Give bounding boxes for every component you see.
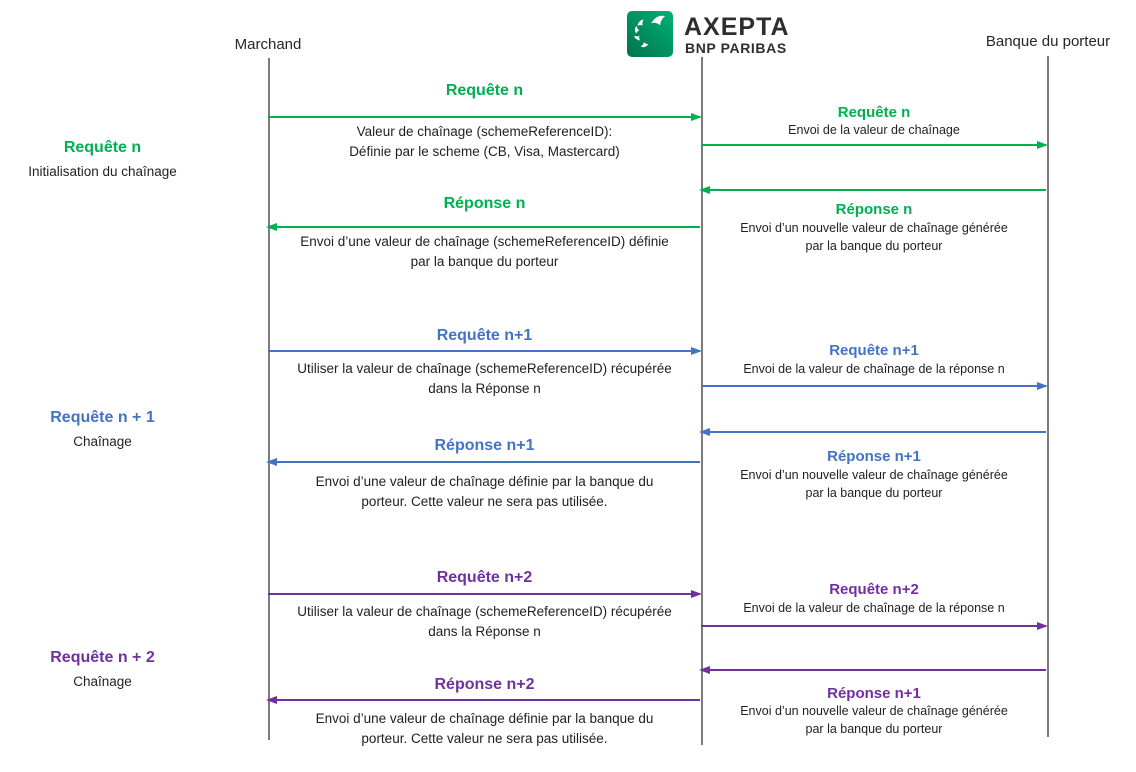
message-desc-requete-n1-right (702, 361, 1046, 379)
arrow-requete-n-axepta-to-banque (701, 144, 1046, 146)
arrow-requete-n2-marchand-to-axepta (268, 593, 700, 595)
desc-line: dans la Réponse n (428, 623, 541, 639)
lifeline-banque-du-porteur (1047, 56, 1049, 737)
logo-subbrand-text: BNP PARIBAS (685, 40, 787, 56)
message-desc-reponse-n1-right (702, 467, 1046, 502)
message-title-reponse-n1-left: Réponse n+1 (434, 437, 535, 454)
desc-line: Envoi d’une valeur de chaînage définie par la banque du (315, 711, 654, 726)
bnp-paribas-birds-icon (627, 11, 673, 57)
arrow-requete-n1-marchand-to-axepta (268, 350, 700, 352)
row-label-requete-n2 (0, 648, 205, 691)
desc-line: porteur. Cette valeur ne sera pas utilisée. (361, 730, 608, 746)
row-label-title: Requête n + 2 (50, 649, 155, 666)
message-desc-requete-n-left (269, 122, 700, 161)
message-title-reponse-n-left: Réponse n (443, 195, 526, 212)
message-desc-requete-n2-left (269, 602, 700, 641)
arrow-requete-n-marchand-to-axepta (268, 116, 700, 118)
message-title-reponse-n2-right: Réponse n+1 (827, 685, 921, 702)
desc-line: Définie par le scheme (CB, Visa, Mastercard) (349, 143, 620, 159)
message-title-reponse-n1-right: Réponse n+1 (827, 448, 921, 465)
message-title-requete-n2-right: Requête n+2 (829, 581, 919, 598)
row-label-requete-n1 (0, 408, 205, 451)
message-desc-reponse-n2-left (269, 709, 700, 748)
desc-line: Envoi d’un nouvelle valeur de chaînage générée (740, 468, 1008, 482)
desc-line: Envoi de la valeur de chaînage de la réponse n (743, 362, 1005, 376)
desc-line: par la banque du porteur (805, 721, 943, 736)
arrow-reponse-n2-axepta-to-marchand (268, 699, 700, 701)
desc-line: Valeur de chaînage (schemeReferenceID): (356, 124, 613, 139)
desc-line: Envoi de la valeur de chaînage de la réponse n (743, 601, 1005, 615)
desc-line: Utiliser la valeur de chaînage (schemeReferenceID) récupérée (297, 361, 672, 376)
message-title-requete-n-right: Requête n (837, 104, 911, 121)
logo-brand-text: AXEPTA (684, 13, 790, 41)
arrow-reponse-n1-axepta-to-marchand (268, 461, 700, 463)
lifeline-axepta (701, 57, 703, 745)
axepta-bnp-paribas-logo (627, 11, 790, 61)
desc-line: Envoi d’un nouvelle valeur de chaînage générée (740, 221, 1008, 235)
message-desc-reponse-n2-right (702, 703, 1046, 738)
message-desc-reponse-n-left (269, 232, 700, 271)
desc-line: Envoi de la valeur de chaînage (788, 123, 960, 137)
message-title-reponse-n2-left: Réponse n+2 (434, 676, 535, 693)
row-label-title: Requête n + 1 (50, 409, 155, 426)
message-desc-requete-n-right (702, 122, 1046, 140)
arrow-requete-n2-axepta-to-banque (701, 625, 1046, 627)
message-desc-reponse-n-right (702, 220, 1046, 255)
desc-line: porteur. Cette valeur ne sera pas utilisée. (361, 493, 608, 509)
row-label-title: Requête n (63, 139, 142, 156)
message-desc-requete-n1-left (269, 359, 700, 398)
message-desc-reponse-n1-left (269, 472, 700, 511)
arrow-reponse-n1-banque-to-axepta (701, 431, 1046, 433)
message-title-requete-n2-left: Requête n+2 (436, 569, 533, 586)
row-label-subtitle: Initialisation du chaînage (28, 164, 177, 179)
row-label-subtitle: Chaînage (73, 674, 132, 689)
desc-line: Utiliser la valeur de chaînage (schemeReferenceID) récupérée (297, 604, 672, 619)
message-title-reponse-n-right: Réponse n (835, 201, 913, 218)
message-title-requete-n-left: Requête n (445, 82, 524, 99)
desc-line: Envoi d’une valeur de chaînage (schemeReferenceID) définie (300, 234, 669, 249)
desc-line: Envoi d’une valeur de chaînage définie par la banque du (315, 474, 654, 489)
message-desc-requete-n2-right (702, 600, 1046, 618)
actor-label-banque-du-porteur: Banque du porteur (985, 33, 1111, 50)
arrow-reponse-n-banque-to-axepta (701, 189, 1046, 191)
desc-line: Envoi d’un nouvelle valeur de chaînage générée (740, 704, 1008, 718)
arrow-reponse-n-axepta-to-marchand (268, 226, 700, 228)
row-label-requete-n (0, 138, 205, 181)
row-label-subtitle: Chaînage (73, 434, 132, 449)
desc-line: par la banque du porteur (805, 238, 943, 253)
arrow-requete-n1-axepta-to-banque (701, 385, 1046, 387)
message-title-requete-n1-left: Requête n+1 (436, 327, 533, 344)
desc-line: par la banque du porteur (805, 485, 943, 500)
message-title-requete-n1-right: Requête n+1 (829, 342, 919, 359)
desc-line: par la banque du porteur (410, 253, 559, 269)
actor-label-marchand: Marchand (234, 36, 302, 53)
arrow-reponse-n2-banque-to-axepta (701, 669, 1046, 671)
desc-line: dans la Réponse n (428, 380, 541, 396)
